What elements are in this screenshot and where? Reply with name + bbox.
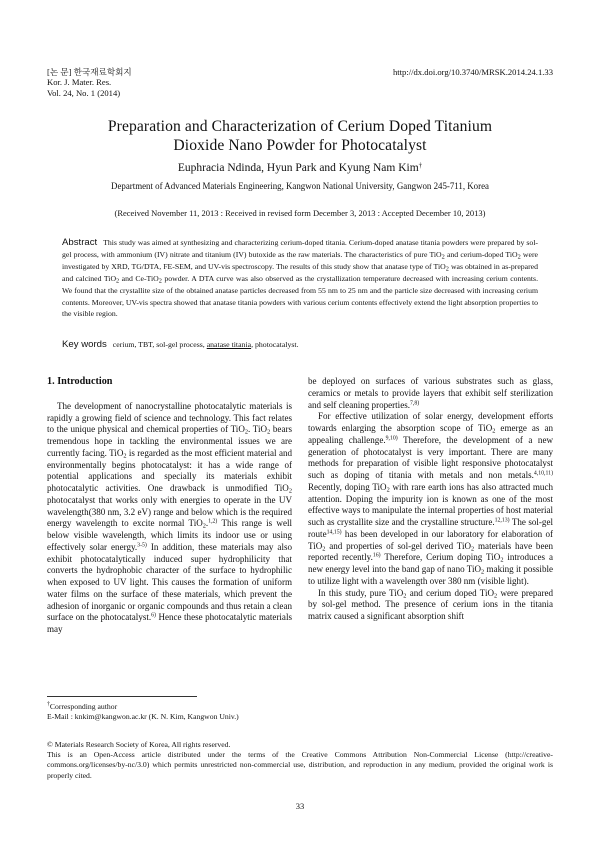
citation: 12,13) <box>494 517 510 524</box>
sub: 2 <box>123 452 127 460</box>
title-line-2: Dioxide Nano Powder for Photocatalyst <box>173 136 427 154</box>
text: In addition, these materials may also exhibit photocatalytically induced super hydrophilicity that converts the hydrophobic character of the surface to hydrophilic when exposed to UV light. This causes the formation of uniform water films on the surface of these materials, which prevent the adhesion of inorganic or organic compounds and thus retain a clean surface on the photocatalyst. <box>47 541 292 623</box>
license-text: This is an Open-Access article distributed under the terms of the Creative Commons Attribution Non-Commercial License (http://creative-commons.org/licenses/by-nc/3.0) which permits unrestricted non-commercial use, distribution, and reproduction in any medium, provided the original work is properly cited. <box>47 750 553 780</box>
text: Recently, doping TiO <box>308 481 387 492</box>
doi-link[interactable]: http://dx.doi.org/10.3740/MRSK.2014.24.1.33 <box>392 67 553 77</box>
text: emerge as an appealing challenge. <box>308 423 553 445</box>
keywords <box>62 339 538 350</box>
text: were prepared by sol-gel method. The presence of cerium ions in the titania matrix caused a significant absorption shift <box>308 587 553 621</box>
sub: 2 <box>158 277 162 285</box>
sub: 2 <box>517 253 521 261</box>
journal-volume: Vol. 24, No. 1 (2014) <box>47 87 121 98</box>
title-line-1: Preparation and Characterization of Cerium Doped Titanium <box>107 118 493 135</box>
paragraph <box>308 411 553 587</box>
citation: 6) <box>151 612 156 619</box>
text: In this study, pure TiO <box>318 587 404 598</box>
text: introduces a new energy level into the band gap of nano TiO <box>308 552 553 574</box>
citation: 16) <box>372 552 381 559</box>
corresponding-email: E-Mail : knkim@kangwon.ac.kr (K. N. Kim, Kangwon Univ.) <box>47 712 239 721</box>
sub: 2 <box>492 427 496 435</box>
sub: 2 <box>386 486 390 494</box>
abstract-text: and Ce-TiO <box>119 273 159 283</box>
sub: 2 <box>471 545 475 552</box>
footnote-divider <box>47 696 197 697</box>
text: with rare earth ions has also attracted much attention. Doping the impurity ion is known as one of the most effective ways to manipulate the internal properties of host material such as crystallite size and the crystalline structure. <box>308 481 553 527</box>
sub: 2 <box>116 277 120 285</box>
text: This range is well below visible wavelength, which limits its indoor use or using effectively solar energy. <box>47 518 293 552</box>
text: and cerium doped TiO <box>406 587 495 598</box>
sub: 2 <box>500 556 504 564</box>
license-notice <box>47 740 553 781</box>
citation: 1,2) <box>208 518 218 525</box>
text: bears tremendous hope in tackling the environmental issues we are currently facing. TiO <box>47 424 292 458</box>
sub: 2 <box>403 592 407 599</box>
abstract-text: were investigated by XRD, TG/DTA, FE-SEM, and UV-vis spectroscopy. The results of this study show that anatase type of TiO <box>62 249 538 271</box>
citation: 3-5) <box>137 542 147 549</box>
affiliation: Department of Advanced Materials Engineering, Kangwon National University, Gangwon 245-711, Korea <box>111 181 489 191</box>
sub: 2 <box>288 487 292 495</box>
text: The development of nanocrystalline photocatalytic materials is rapidly a growing field of science and technology. This fact relates to the unique physical and chemical properties of TiO <box>47 400 292 435</box>
paragraph <box>308 376 553 411</box>
paragraph <box>308 588 553 623</box>
sub: 2 <box>202 522 206 530</box>
authors-text: Euphracia Ndinda, Hyun Park and Kyung Nam Kim <box>177 162 419 174</box>
citation: 14,15) <box>326 529 342 536</box>
text: The sol-gel route <box>308 517 553 539</box>
sub: 2 <box>267 428 271 436</box>
text: Hence these photocatalytic materials may <box>47 612 292 634</box>
text: For effective utilization of solar energy, development efforts towards enlarging the absorption scope of TiO <box>308 411 553 433</box>
corresponding-mark: † <box>47 701 50 708</box>
sub: 2 <box>494 592 498 599</box>
text: Therefore, the development of a new generation of photocatalyst is very important. There are many methods for preparation of visible light responsive photocatalyst such as doping of titania with metals and non metals. <box>308 434 553 480</box>
corresponding-label: Corresponding author <box>49 702 118 711</box>
author-list <box>40 162 560 174</box>
text: has been developed in our laboratory for elaboration of TiO <box>308 528 553 551</box>
abstract <box>62 237 538 320</box>
paragraph: The development of nanocrystalline photocatalytic materials is rapidly a growing field of science and technology. This fact relates to the unique physical and chemical properties of TiO$_2$. TiO$_2$ bears tremendous hope in tackling the environmental issues we are currently facing. TiO$_2$ is regarded as the most efficient material and environmentally begins photocatalyst: it has a wide range of potential applications and specially its materials exhibit photocatalytic activities. One drawback is unmodified TiO$_2$ photocatalyst that works only with energies to operate in the UV wavelength(380 nm, 3.2 eV) range and below which is the required energy wavelength to excite normal TiO$_2$.$^{1,2)}$ This range is well below visible wavelength, which limits its indoor use or using effectively solar energy.$^{3-5)}$ In addition, these materials may also exhibit photocatalytically induced super hydrophilicity that converts the hydrophobic character of the surface to hydrophilic when exposed to UV light. This causes the formation of uniform water films on the surface of these materials, which prevent the adhesion of inorganic or organic compounds and thus retain a clean surface on the photocatalyst.$^{6)}$ Hence these photocatalytic materials may <box>47 400 293 634</box>
keyword-underlined: anatase titania <box>206 340 252 349</box>
column-right <box>308 376 553 623</box>
abstract-text: powder. A DTA curve was also observed as the crystallization temperature decreased with increasing cerium contents. We found that the crystallite size of the obtained anatase particles decreased from 55 nm to 25 nm and the particle size decreased with increasing cerium contents. Moreover, UV-vis spectra showed that anatase titania powders with various cerium contents effectively extend the light absorption properties to the visible region. <box>62 273 539 319</box>
section-heading: 1. Introduction <box>47 376 113 387</box>
text: . TiO <box>248 424 268 435</box>
keywords-text: , photocatalyst. <box>251 340 299 349</box>
corresponding-mark: † <box>418 161 423 170</box>
text: Therefore, Cerium doping TiO <box>380 552 501 563</box>
column-left <box>47 376 292 636</box>
sub: 2 <box>322 545 326 552</box>
citation: 4,10,11) <box>533 470 553 477</box>
text: photocatalyst that works only with energies to operate in the UV wavelength(380 nm, 3.2 eV) range and below which is the required energy wavelength to excite normal TiO <box>47 494 292 529</box>
abstract-label: Abstract <box>62 237 98 248</box>
text: is regarded as the most efficient material and environmentally begins photocatalyst: it has a wide range of potential applications and specially its materials exhibit photocatalytic activities. One drawback is unmodified TiO <box>47 447 293 493</box>
journal-header <box>47 67 132 98</box>
page-number: 33 <box>295 801 305 811</box>
keywords-text: cerium, TBT, sol-gel process, <box>112 340 207 349</box>
keywords-label: Key words <box>62 339 107 350</box>
sub: 2 <box>441 253 445 261</box>
journal-name-korean: [논 문] 한국재료학회지 <box>47 67 132 77</box>
sub: 2 <box>244 428 249 436</box>
abstract-text: was obtained in as-prepared and calcined TiO <box>62 261 538 283</box>
citation: 9,10) <box>385 435 398 442</box>
sub: 2 <box>481 568 485 576</box>
text: materials have been reported recently. <box>308 540 553 563</box>
abstract-text: This study was aimed at synthesizing and characterizing cerium-doped titania. Cerium-doped anatase titania powders were prepared by sol-gel process, with ammonium (IV) nitrate and titanium (IV) butoxide as the raw materials. The characteristics of pure TiO <box>62 238 538 259</box>
text: and properties of sol-gel derived TiO <box>325 540 472 551</box>
text: making it possible to utilize light with a wavelength over 380 nm (visible light). <box>308 564 554 586</box>
footnote-corresponding <box>47 702 553 722</box>
text: be deployed on surfaces of various substrates such as glass, ceramics or metals to provide layers that exhibit self sterilization and self cleaning properties. <box>308 376 553 410</box>
citation: 7,8) <box>410 400 420 406</box>
abstract-text: and cerium-doped TiO <box>444 249 518 259</box>
sub: 2 <box>445 265 449 273</box>
article-title <box>40 118 560 155</box>
received-dates: (Received November 11, 2013 : Received in revised form December 3, 2013 : Accepted December 10, 2013) <box>114 208 486 218</box>
copyright: © Materials Research Society of Korea, All rights reserved. <box>47 740 231 749</box>
journal-name-english: Kor. J. Mater. Res. <box>47 77 112 88</box>
